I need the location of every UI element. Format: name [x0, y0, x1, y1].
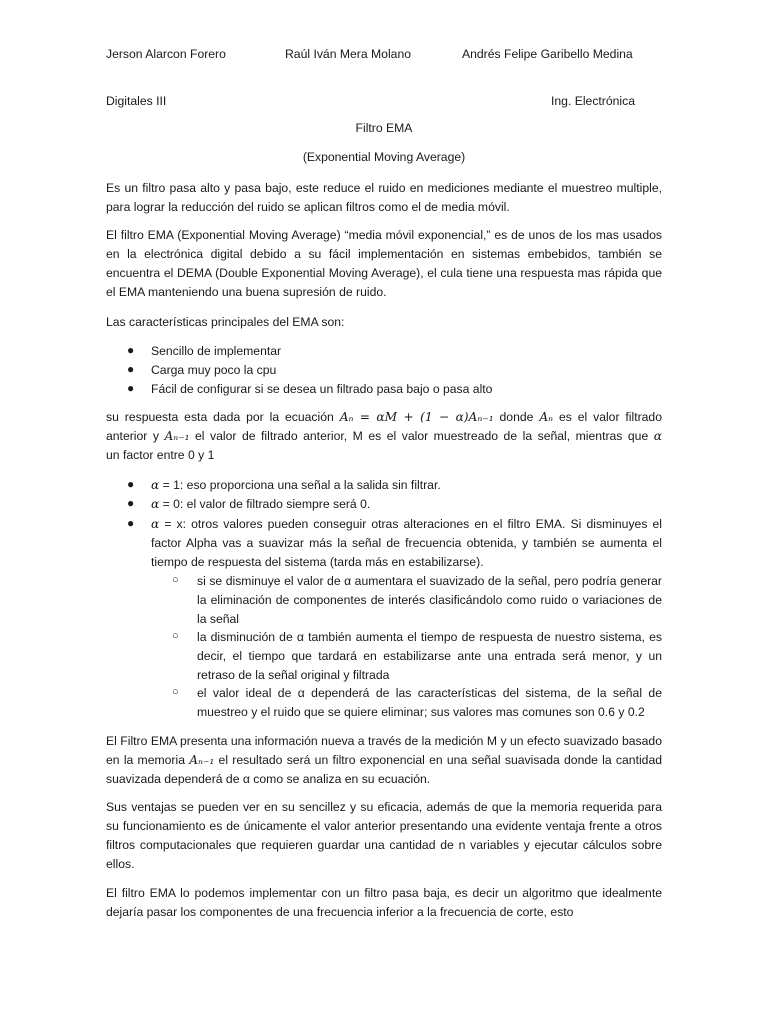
equation-paragraph: [106, 408, 662, 465]
eq-text: el valor de filtrado anterior, M es el valor muestreado de la señal, mientras que: [189, 429, 654, 443]
feature-item: Fácil de configurar si se desea un filtrado pasa bajo o pasa alto: [151, 382, 493, 396]
alpha-symbol: α: [151, 497, 160, 511]
paragraph-ema-description: El filtro EMA (Exponential Moving Average) “media móvil exponencial,” es de unos de los mas usados en la electrónica digital debido a su fácil implementación en sistemas embebidos, también se encuentra el DEMA (Double Exponential Moving Average), el cula tiene una respuesta mas rápida que el EMA manteniendo una buena supresión de ruido.: [106, 228, 662, 299]
feature-item: Sencillo de implementar: [151, 344, 282, 358]
eq-text: anterior y: [106, 429, 165, 443]
alpha-item-text: = 0: el valor de filtrado siempre será 0.: [159, 497, 371, 511]
alpha-item: [151, 495, 370, 514]
alpha-symbol: α: [151, 478, 160, 492]
ema-equation: Aₙ = αM + (1 − α)Aₙ₋₁: [339, 410, 494, 424]
sub-item: el valor ideal de α dependerá de las características del sistema, de la señal de muestreo y el ruido que se quiere eliminar; sus valores mas comunes son 0.6 y 0.2: [197, 686, 662, 719]
sub-item: la disminución de α también aumenta el tiempo de respuesta de nuestro sistema, es decir, el tiempo que tardará en estabilizarse ante una entrada será menor, y un retraso de la señal original y filtrada: [197, 630, 662, 682]
bullet-icon: ●: [127, 496, 135, 510]
document-subtitle: (Exponential Moving Average): [302, 150, 466, 164]
alpha-item-text: = 1: eso proporciona una señal a la salida sin filtrar.: [159, 478, 441, 492]
eq-symbol: Aₙ₋₁: [189, 753, 215, 767]
bullet-icon: ●: [127, 381, 135, 395]
bullet-icon: ●: [127, 477, 135, 491]
author-3: Andrés Felipe Garibello Medina: [462, 47, 633, 61]
author-2: Raúl Iván Mera Molano: [285, 47, 411, 61]
circle-bullet-icon: ○: [172, 574, 179, 586]
eq-text: un factor entre 0 y 1: [106, 448, 215, 462]
eq-symbol: Aₙ: [539, 410, 554, 424]
paragraph-features-intro: Las características principales del EMA son:: [106, 315, 345, 329]
eq-text: su respuesta esta dada por la ecuación: [106, 410, 340, 424]
eq-text: es el valor filtrado: [553, 410, 662, 424]
course-name: Digitales III: [106, 94, 167, 108]
circle-bullet-icon: ○: [172, 630, 179, 642]
bullet-icon: ●: [127, 343, 135, 357]
paragraph-implementation: El filtro EMA lo podemos implementar con un filtro pasa baja, es decir un algoritmo que idealmente dejaría pasar los componentes de una frecuencia inferior a la frecuencia de corte, esto: [106, 886, 662, 919]
document-title: Filtro EMA: [355, 121, 413, 135]
program-name: Ing. Electrónica: [551, 94, 636, 108]
eq-symbol: Aₙ₋₁: [164, 429, 190, 443]
sub-item: si se disminuye el valor de α aumentara el suavizado de la señal, pero podría generar la eliminación de componentes de interés clasificándolo como ruido o variaciones de la señal: [197, 574, 662, 626]
paragraph-intro: Es un filtro pasa alto y pasa bajo, este reduce el ruido en mediciones mediante el muestreo multiple, para lograr la reducción del ruido se aplican filtros como el de media móvil.: [106, 181, 662, 214]
eq-symbol: α: [653, 429, 662, 443]
eq-text: donde: [493, 410, 540, 424]
feature-item: Carga muy poco la cpu: [151, 363, 277, 377]
bullet-icon: ●: [127, 362, 135, 376]
paragraph-advantages: Sus ventajas se pueden ver en su sencillez y su eficacia, además de que la memoria requerida para su funcionamiento es de únicamente el valor anterior presentando una evidente ventaja frente a otros filtros computacionales que requieren guardar una cantidad de n variables y ejecutar cálculos sobre ellos.: [106, 800, 662, 871]
p4-text: el resultado será un filtro exponencial en una señal suavisada donde la cantidad suavizada dependerá de α como se analiza en su ecuación.: [106, 753, 662, 786]
alpha-symbol: α: [151, 517, 160, 531]
alpha-item: [151, 476, 441, 495]
alpha-item: [151, 515, 662, 572]
alpha-item-text: = x: otros valores pueden conseguir otras alteraciones en el filtro EMA. Si disminuyes el factor Alpha vas a suavizar más la señal de frecuencia obtenida, y también se aumenta el tiempo de respuesta del sistema (tarda más en estabilizarse).: [151, 517, 662, 569]
author-1: Jerson Alarcon Forero: [106, 47, 226, 61]
circle-bullet-icon: ○: [172, 686, 179, 698]
bullet-icon: ●: [127, 516, 135, 530]
paragraph-memory: [106, 732, 662, 789]
p4-text: El Filtro EMA presenta una información nueva a través de la medición M y un efecto suavizado basado en la memoria: [106, 734, 662, 767]
